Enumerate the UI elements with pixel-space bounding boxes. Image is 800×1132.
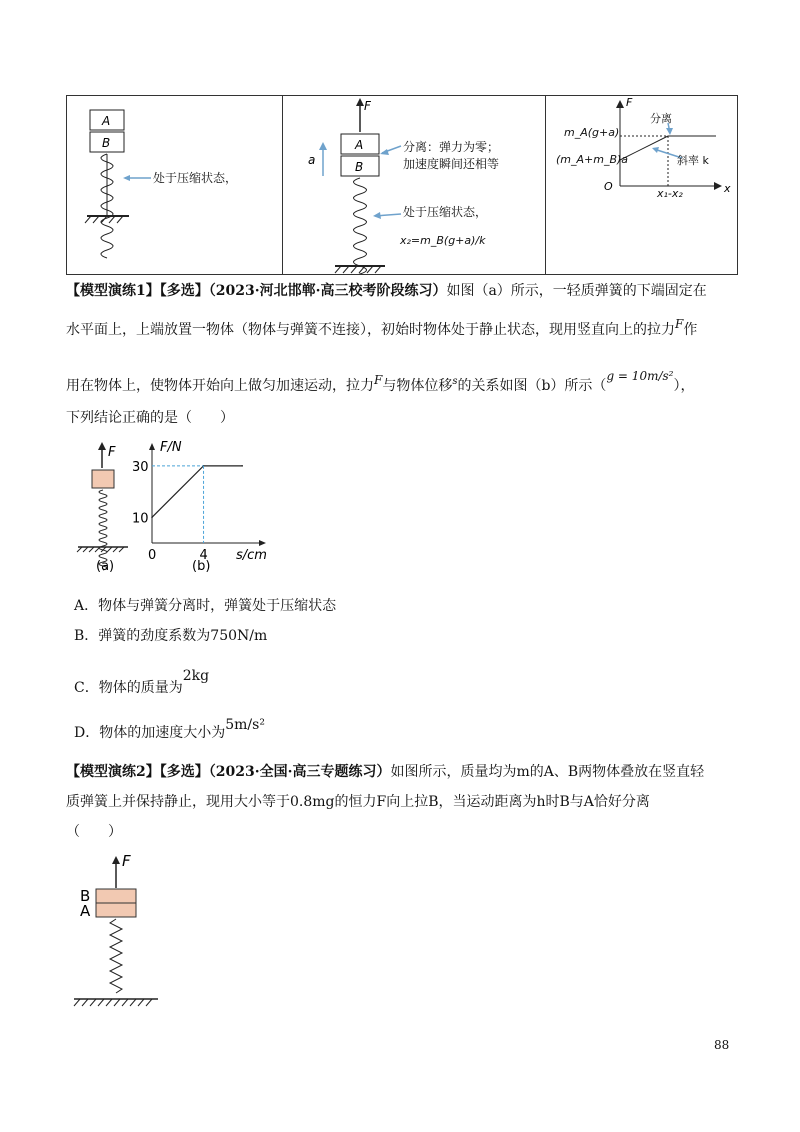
label-slope: 斜率 k <box>677 154 709 167</box>
q1-line3 <box>66 366 694 396</box>
y-axis-label: F <box>626 96 633 109</box>
x-axis-title: s/cm <box>236 548 267 563</box>
q1-line2-F: F <box>675 317 684 331</box>
q1-figure <box>66 440 296 576</box>
q2-figure <box>66 850 176 1020</box>
q2-line2: 质弹簧上并保持静止，现用大小等于0.8mg的恒力F向上拉B，当运动距离为h时B与A恰好分离 <box>66 794 650 810</box>
option-a: A．物体与弹簧分离时，弹簧处于压缩状态 <box>74 598 337 614</box>
q2-line1-text: 如图所示，质量均为m的A、B两物体叠放在竖直轻 <box>390 764 705 780</box>
block-b <box>96 889 136 903</box>
page-number: 88 <box>714 1038 730 1052</box>
q1-spring <box>99 490 107 570</box>
q2-tag: 【模型演练2】【多选】（2023·全国·高三专题练习） <box>66 764 391 780</box>
figure-table <box>66 95 738 275</box>
label-x-value: x₁-x₂ <box>657 187 683 200</box>
y-tick-10: 10 <box>132 511 149 527</box>
option-c-label: C．物体的质量为 <box>74 680 183 696</box>
panel2-formula: x₂=m_B(g+a)/k <box>400 234 486 247</box>
q2-line1 <box>66 762 704 782</box>
x-tick-0: 0 <box>148 548 157 563</box>
block-a-label: A <box>102 114 111 128</box>
label-separation: 分离 <box>650 112 672 125</box>
q1-line3-c: 的关系如图（b）所示（ <box>457 378 607 394</box>
label-mid: (m_A+m_B)a <box>556 153 629 166</box>
q1-F-label: F <box>108 445 116 460</box>
q1-line1-text: 如图（a）所示，一轻质弹簧的下端固定在 <box>446 283 707 299</box>
option-d-value: 5m/s² <box>225 717 265 733</box>
q1-line3-b: 与物体位移 <box>382 378 453 394</box>
option-b-label: B．弹簧的劲度系数为 <box>74 628 211 644</box>
panel2-note-1: 分离：弹力为零； <box>403 140 500 154</box>
option-d-label: D．物体的加速度大小为 <box>74 725 226 741</box>
series-line <box>152 466 242 517</box>
q1-line3-a: 用在物体上，使物体开始向上做匀加速运动，拉力 <box>66 378 374 394</box>
q1-chart <box>132 440 267 574</box>
panel3-graph <box>546 96 738 274</box>
x-axis-label: x <box>724 182 731 195</box>
q2-spring <box>110 919 122 993</box>
q1-line4: 下列结论正确的是（ ） <box>66 410 234 426</box>
option-c <box>74 666 209 698</box>
q2-line3: （ ） <box>66 824 122 840</box>
data-point <box>241 465 243 467</box>
y-axis-title: F/N <box>160 440 182 455</box>
option-d <box>74 715 265 743</box>
y-axis-arrow <box>149 443 155 450</box>
q1-tag: 【模型演练1】【多选】（2023·河北邯郸·高三校考阶段练习） <box>66 283 447 299</box>
x-axis-arrow <box>259 540 266 546</box>
panel1-note: 处于压缩状态， <box>153 171 238 185</box>
option-b <box>74 626 267 646</box>
q2-A-label: A <box>80 902 91 920</box>
q1-line3-F: F <box>374 373 383 387</box>
q1-line3-g: g = 10m/s² <box>606 369 674 383</box>
option-b-value: 750N/m <box>210 628 268 644</box>
q1-line3-d: ）， <box>673 378 695 394</box>
caption-a: (a) <box>96 559 115 574</box>
x-tick-4: 4 <box>199 548 208 563</box>
q1-line3-s: s <box>452 376 458 387</box>
q1-line1 <box>66 281 707 301</box>
q1-line2-text: 水平面上，上端放置一物体（物体与弹簧不连接），初始时物体处于静止状态，现用竖直向上的拉力 <box>66 322 675 338</box>
panel2-note-2: 加速度瞬间还相等 <box>403 157 500 171</box>
origin-label: O <box>604 180 613 193</box>
panel2-note-3: 处于压缩状态， <box>403 205 488 219</box>
block-b-label: B <box>355 160 364 174</box>
block-b-label: B <box>102 136 111 150</box>
q1-line2 <box>66 314 697 340</box>
force-label: F <box>364 99 371 113</box>
y-tick-30: 30 <box>132 459 149 475</box>
caption-b: (b) <box>192 559 211 574</box>
data-point <box>151 516 153 518</box>
block-a <box>96 903 136 917</box>
block-a-label: A <box>355 138 364 152</box>
panel2-diagram <box>283 96 545 274</box>
q2-F-label: F <box>122 852 131 870</box>
q2-B-label: B <box>80 887 91 905</box>
q1-line2-end: 作 <box>683 322 698 338</box>
accel-label: a <box>308 153 316 167</box>
label-top: m_A(g+a) <box>564 126 620 139</box>
option-c-value: 2kg <box>182 668 210 684</box>
q1-block <box>92 470 114 488</box>
